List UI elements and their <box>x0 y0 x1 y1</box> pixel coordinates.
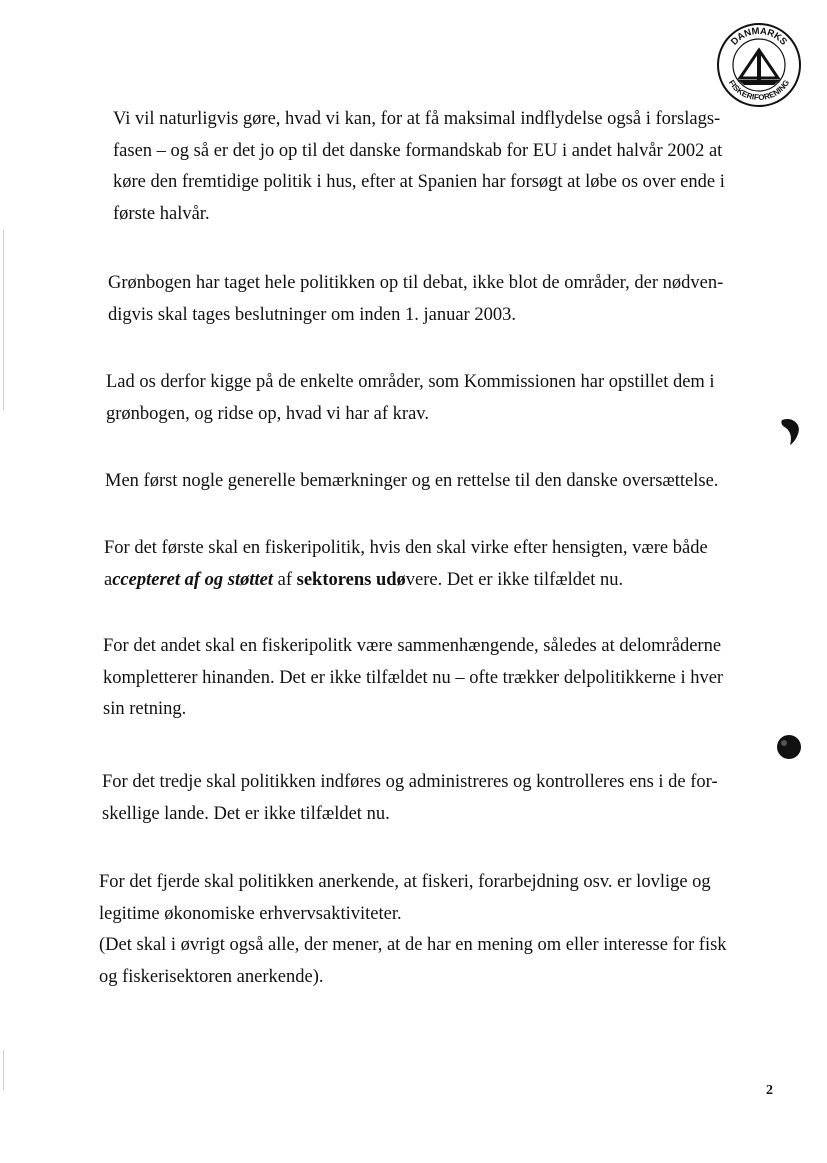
text-line: Grønbogen har taget hele politikken op til debat, ikke blot de områder, der nødven- <box>108 273 724 293</box>
text-line: sin retning. <box>103 699 187 719</box>
text-line: For det første skal en fiskeripolitik, hvis den skal virke efter hensigten, være både <box>104 538 708 558</box>
text-line: køre den fremtidige politik i hus, efter at Spanien har forsøgt at løbe os over ende i <box>113 172 725 192</box>
paragraph-green-paper <box>108 268 788 331</box>
text-line: skellige lande. Det er ikke tilfældet nu. <box>102 803 390 824</box>
paragraph-areas <box>106 367 786 430</box>
svg-text:DANMARKS: DANMARKS <box>728 25 790 48</box>
paragraph-fourth-point <box>99 867 779 993</box>
text-line: kompletterer hinanden. Det er ikke tilfældet nu – ofte trækker delpolitikkerne i hver <box>103 667 724 688</box>
paragraph-general-remarks <box>105 466 785 498</box>
text-line: grønbogen, og ridse op, hvad vi har af krav. <box>106 403 429 424</box>
text-line: For det fjerde skal politikken anerkende, at fiskeri, forarbejdning osv. er lovlige og <box>99 872 711 892</box>
punch-hole-mark-icon <box>776 416 802 446</box>
paragraph-second-point <box>103 631 783 726</box>
paragraph-influence <box>113 104 793 230</box>
text-line-corrected: accepteret af og støttet af sektorens udøvere. Det er ikke tilfældet nu. <box>104 569 624 590</box>
scan-edge-line <box>3 230 4 410</box>
text-line: første halvår. <box>113 203 210 224</box>
text-line: fasen – og så er det jo op til det danske formandskab for EU i andet halvår 2002 at <box>113 140 723 161</box>
text-line: (Det skal i øvrigt også alle, der mener, at de har en mening om eller interesse for fisk <box>99 935 727 955</box>
correction-text: ccepteret af og støttet <box>112 569 274 590</box>
text-line: For det tredje skal politikken indføres og administreres og kontrolleres ens i de for- <box>102 772 718 792</box>
text-line: Vi vil naturligvis gøre, hvad vi kan, for at få maksimal indflydelse også i forslags- <box>113 109 721 129</box>
punch-hole-mark-icon <box>775 733 803 761</box>
page-number: 2 <box>766 1083 773 1098</box>
text-line: digvis skal tages beslutninger om inden 1. januar 2003. <box>108 304 516 325</box>
correction-text: sektorens <box>296 569 372 590</box>
text-line: og fiskerisektoren anerkende). <box>99 966 324 987</box>
paragraph-third-point <box>102 767 782 830</box>
text-line: For det andet skal en fiskeripolitk være sammenhængende, således at delområderne <box>103 636 722 656</box>
text-line: Men først nogle generelle bemærkninger og en rettelse til den danske oversættelse. <box>105 471 719 491</box>
svg-text:FISKERIFORENING: FISKERIFORENING <box>726 78 792 103</box>
scan-edge-line <box>3 1050 4 1090</box>
text-line: legitime økonomiske erhvervsaktiviteter. <box>99 903 402 924</box>
text-line: Lad os derfor kigge på de enkelte områder, som Kommissionen har opstillet dem i <box>106 372 715 392</box>
paragraph-first-point <box>104 533 784 596</box>
danmarks-fiskeriforening-logo-icon <box>716 22 802 108</box>
correction-text: udø <box>375 569 406 590</box>
